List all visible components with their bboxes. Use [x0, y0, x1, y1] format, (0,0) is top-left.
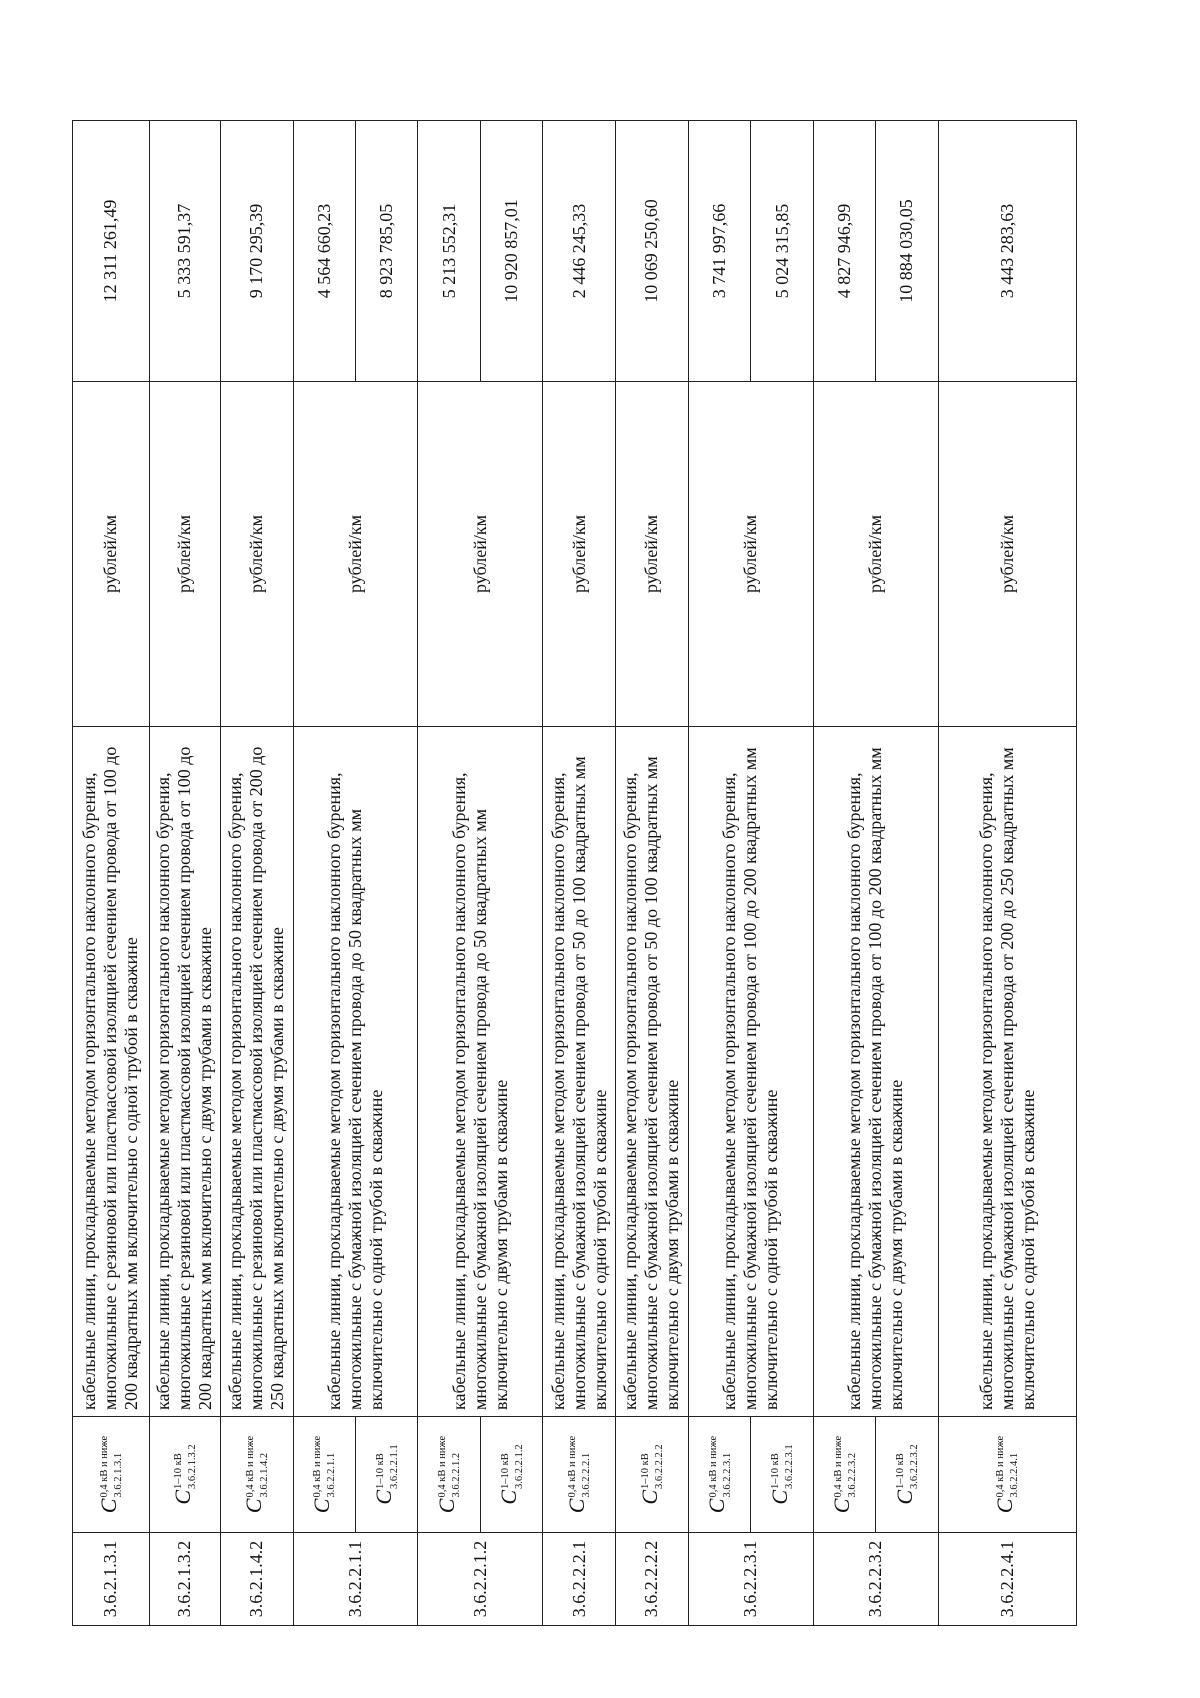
row-number: 3.6.2.2.2.1	[543, 1533, 616, 1626]
rate-symbol: C 0,4 кВ и ниже 3.6.2.2.4.1	[938, 1417, 1076, 1533]
row-description: кабельные линии, прокладываемые методом горизонтального наклонного бурения, многожильные с резиновой или пластмассовой изоляцией сечением провода от 100 до 200 квадратных мм включительно с двумя трубами в скважине	[149, 727, 220, 1417]
symbol-superscript: 0,4 кВ и ниже	[832, 1435, 844, 1498]
row-value: 12 311 261,49	[73, 121, 150, 382]
row-unit: рублей/км	[149, 382, 220, 727]
symbol-superscript: 1–10 кВ	[895, 1453, 907, 1489]
symbol-subscript: 3.6.2.2.1.1	[326, 1452, 338, 1498]
symbol-superscript: 0,4 кВ и ниже	[707, 1435, 719, 1498]
rotated-table-container	[72, 121, 1077, 1626]
tariff-table	[72, 120, 1077, 1626]
table-row	[813, 121, 875, 1626]
row-unit: рублей/км	[813, 382, 938, 727]
rate-symbol: C 0,4 кВ и ниже 3.6.2.2.1.1	[293, 1417, 355, 1533]
row-unit: рублей/км	[688, 382, 813, 727]
rate-symbol: C 1–10 кВ 3.6.2.1.3.2	[149, 1417, 220, 1533]
row-value: 10 920 857,01	[480, 121, 542, 382]
row-description: кабельные линии, прокладываемые методом горизонтального наклонного бурения, многожильные с резиновой или пластмассовой изоляцией сечением провода от 100 до 200 квадратных мм включительно с одной трубой в скважине	[73, 727, 150, 1417]
rate-symbol: C 0,4 кВ и ниже 3.6.2.2.2.1	[543, 1417, 616, 1533]
row-number: 3.6.2.2.3.2	[813, 1533, 938, 1626]
symbol-subscript: 3.6.2.2.3.2	[909, 1444, 921, 1489]
symbol-superscript: 0,4 кВ и ниже	[312, 1435, 324, 1498]
row-number: 3.6.2.2.1.2	[418, 1533, 543, 1626]
symbol-superscript: 1–10 кВ	[173, 1453, 185, 1489]
rate-symbol: C 1–10 кВ 3.6.2.2.3.1	[751, 1417, 813, 1533]
row-unit: рублей/км	[616, 382, 689, 727]
row-number: 3.6.2.1.4.2	[220, 1533, 293, 1626]
row-value: 4 564 660,23	[293, 121, 355, 382]
row-description: кабельные линии, прокладываемые методом горизонтального наклонного бурения, многожильные с бумажной изоляцией сечением провода от 50 до 100 квадратных мм включительно с двумя трубами в скважине	[616, 727, 689, 1417]
rate-symbol: C 0,4 кВ и ниже 3.6.2.2.3.2	[813, 1417, 875, 1533]
row-number: 3.6.2.1.3.2	[149, 1533, 220, 1626]
symbol-subscript: 3.6.2.2.2.2	[654, 1444, 666, 1489]
row-number: 3.6.2.2.1.1	[293, 1533, 418, 1626]
table-row	[149, 121, 220, 1626]
symbol-superscript: 1–10 кВ	[499, 1453, 511, 1489]
row-value: 10 069 250,60	[616, 121, 689, 382]
row-unit: рублей/км	[293, 382, 418, 727]
table-row	[73, 121, 150, 1626]
row-value: 10 884 030,05	[876, 121, 938, 382]
row-number: 3.6.2.2.2.2	[616, 1533, 689, 1626]
row-description: кабельные линии, прокладываемые методом горизонтального наклонного бурения, многожильные с бумажной изоляцией сечением провода до 50 квадратных мм включительно с двумя трубами в скважине	[418, 727, 543, 1417]
symbol-subscript: 3.6.2.2.1.1	[388, 1444, 400, 1489]
table-row	[293, 121, 355, 1626]
row-description: кабельные линии, прокладываемые методом горизонтального наклонного бурения, многожильные с бумажной изоляцией сечением провода от 100 до 200 квадратных мм включительно с двумя трубами в скважине	[813, 727, 938, 1417]
symbol-subscript: 3.6.2.2.2.1	[581, 1452, 593, 1498]
table-row	[616, 121, 689, 1626]
rate-symbol: C 1–10 кВ 3.6.2.2.2.2	[616, 1417, 689, 1533]
row-unit: рублей/км	[418, 382, 543, 727]
rate-symbol: C 1–10 кВ 3.6.2.2.1.2	[480, 1417, 542, 1533]
row-number: 3.6.2.2.3.1	[688, 1533, 813, 1626]
rate-symbol: C 0,4 кВ и ниже 3.6.2.1.3.1	[73, 1417, 150, 1533]
row-number: 3.6.2.1.3.1	[73, 1533, 150, 1626]
row-unit: рублей/км	[543, 382, 616, 727]
table-row	[688, 121, 750, 1626]
symbol-subscript: 3.6.2.2.3.1	[784, 1444, 796, 1489]
symbol-superscript: 0,4 кВ и ниже	[99, 1435, 111, 1498]
row-unit: рублей/км	[220, 382, 293, 727]
symbol-subscript: 3.6.2.1.3.1	[113, 1452, 125, 1498]
row-value: 5 024 315,85	[751, 121, 813, 382]
symbol-superscript: 0,4 кВ и ниже	[244, 1435, 256, 1498]
row-description: кабельные линии, прокладываемые методом горизонтального наклонного бурения, многожильные с резиновой или пластмассовой изоляцией сечением провода от 200 до 250 квадратных мм включительно с двумя трубами в скважине	[220, 727, 293, 1417]
table-row	[543, 121, 616, 1626]
rate-symbol: C 1–10 кВ 3.6.2.2.1.1	[355, 1417, 417, 1533]
rate-symbol: C 0,4 кВ и ниже 3.6.2.2.3.1	[688, 1417, 750, 1533]
row-value: 3 443 283,63	[938, 121, 1076, 382]
row-unit: рублей/км	[73, 382, 150, 727]
row-description: кабельные линии, прокладываемые методом горизонтального наклонного бурения, многожильные с бумажной изоляцией сечением провода от 50 до 100 квадратных мм включительно с одной трубой в скважине	[543, 727, 616, 1417]
symbol-superscript: 0,4 кВ и ниже	[437, 1435, 449, 1498]
table-row	[220, 121, 293, 1626]
symbol-subscript: 3.6.2.2.1.2	[451, 1452, 463, 1498]
row-value: 8 923 785,05	[355, 121, 417, 382]
symbol-subscript: 3.6.2.1.3.2	[187, 1444, 199, 1489]
symbol-superscript: 0,4 кВ и ниже	[567, 1435, 579, 1498]
row-description: кабельные линии, прокладываемые методом горизонтального наклонного бурения, многожильные с бумажной изоляцией сечением провода до 50 квадратных мм включительно с одной трубой в скважине	[293, 727, 418, 1417]
symbol-superscript: 0,4 кВ и ниже	[995, 1435, 1007, 1498]
symbol-subscript: 3.6.2.2.4.1	[1009, 1452, 1021, 1498]
row-value: 5 333 591,37	[149, 121, 220, 382]
row-value: 4 827 946,99	[813, 121, 875, 382]
table-row	[938, 121, 1076, 1626]
table-row	[418, 121, 480, 1626]
rate-symbol: C 1–10 кВ 3.6.2.2.3.2	[876, 1417, 938, 1533]
row-description: кабельные линии, прокладываемые методом горизонтального наклонного бурения, многожильные с бумажной изоляцией сечением провода от 100 до 200 квадратных мм включительно с одной трубой в скважине	[688, 727, 813, 1417]
row-value: 2 446 245,33	[543, 121, 616, 382]
symbol-superscript: 1–10 кВ	[374, 1453, 386, 1489]
row-description: кабельные линии, прокладываемые методом горизонтального наклонного бурения, многожильные с бумажной изоляцией сечением провода от 200 до 250 квадратных мм включительно с одной трубой в скважине	[938, 727, 1076, 1417]
row-unit: рублей/км	[938, 382, 1076, 727]
row-number: 3.6.2.2.4.1	[938, 1533, 1076, 1626]
symbol-superscript: 1–10 кВ	[770, 1453, 782, 1489]
symbol-subscript: 3.6.2.2.3.1	[721, 1452, 733, 1498]
row-value: 5 213 552,31	[418, 121, 480, 382]
rate-symbol: C 0,4 кВ и ниже 3.6.2.2.1.2	[418, 1417, 480, 1533]
symbol-subscript: 3.6.2.2.1.2	[513, 1444, 525, 1489]
symbol-subscript: 3.6.2.1.4.2	[258, 1452, 270, 1498]
symbol-subscript: 3.6.2.2.3.2	[846, 1452, 858, 1498]
row-value: 9 170 295,39	[220, 121, 293, 382]
rate-symbol: C 0,4 кВ и ниже 3.6.2.1.4.2	[220, 1417, 293, 1533]
row-value: 3 741 997,66	[688, 121, 750, 382]
symbol-superscript: 1–10 кВ	[640, 1453, 652, 1489]
